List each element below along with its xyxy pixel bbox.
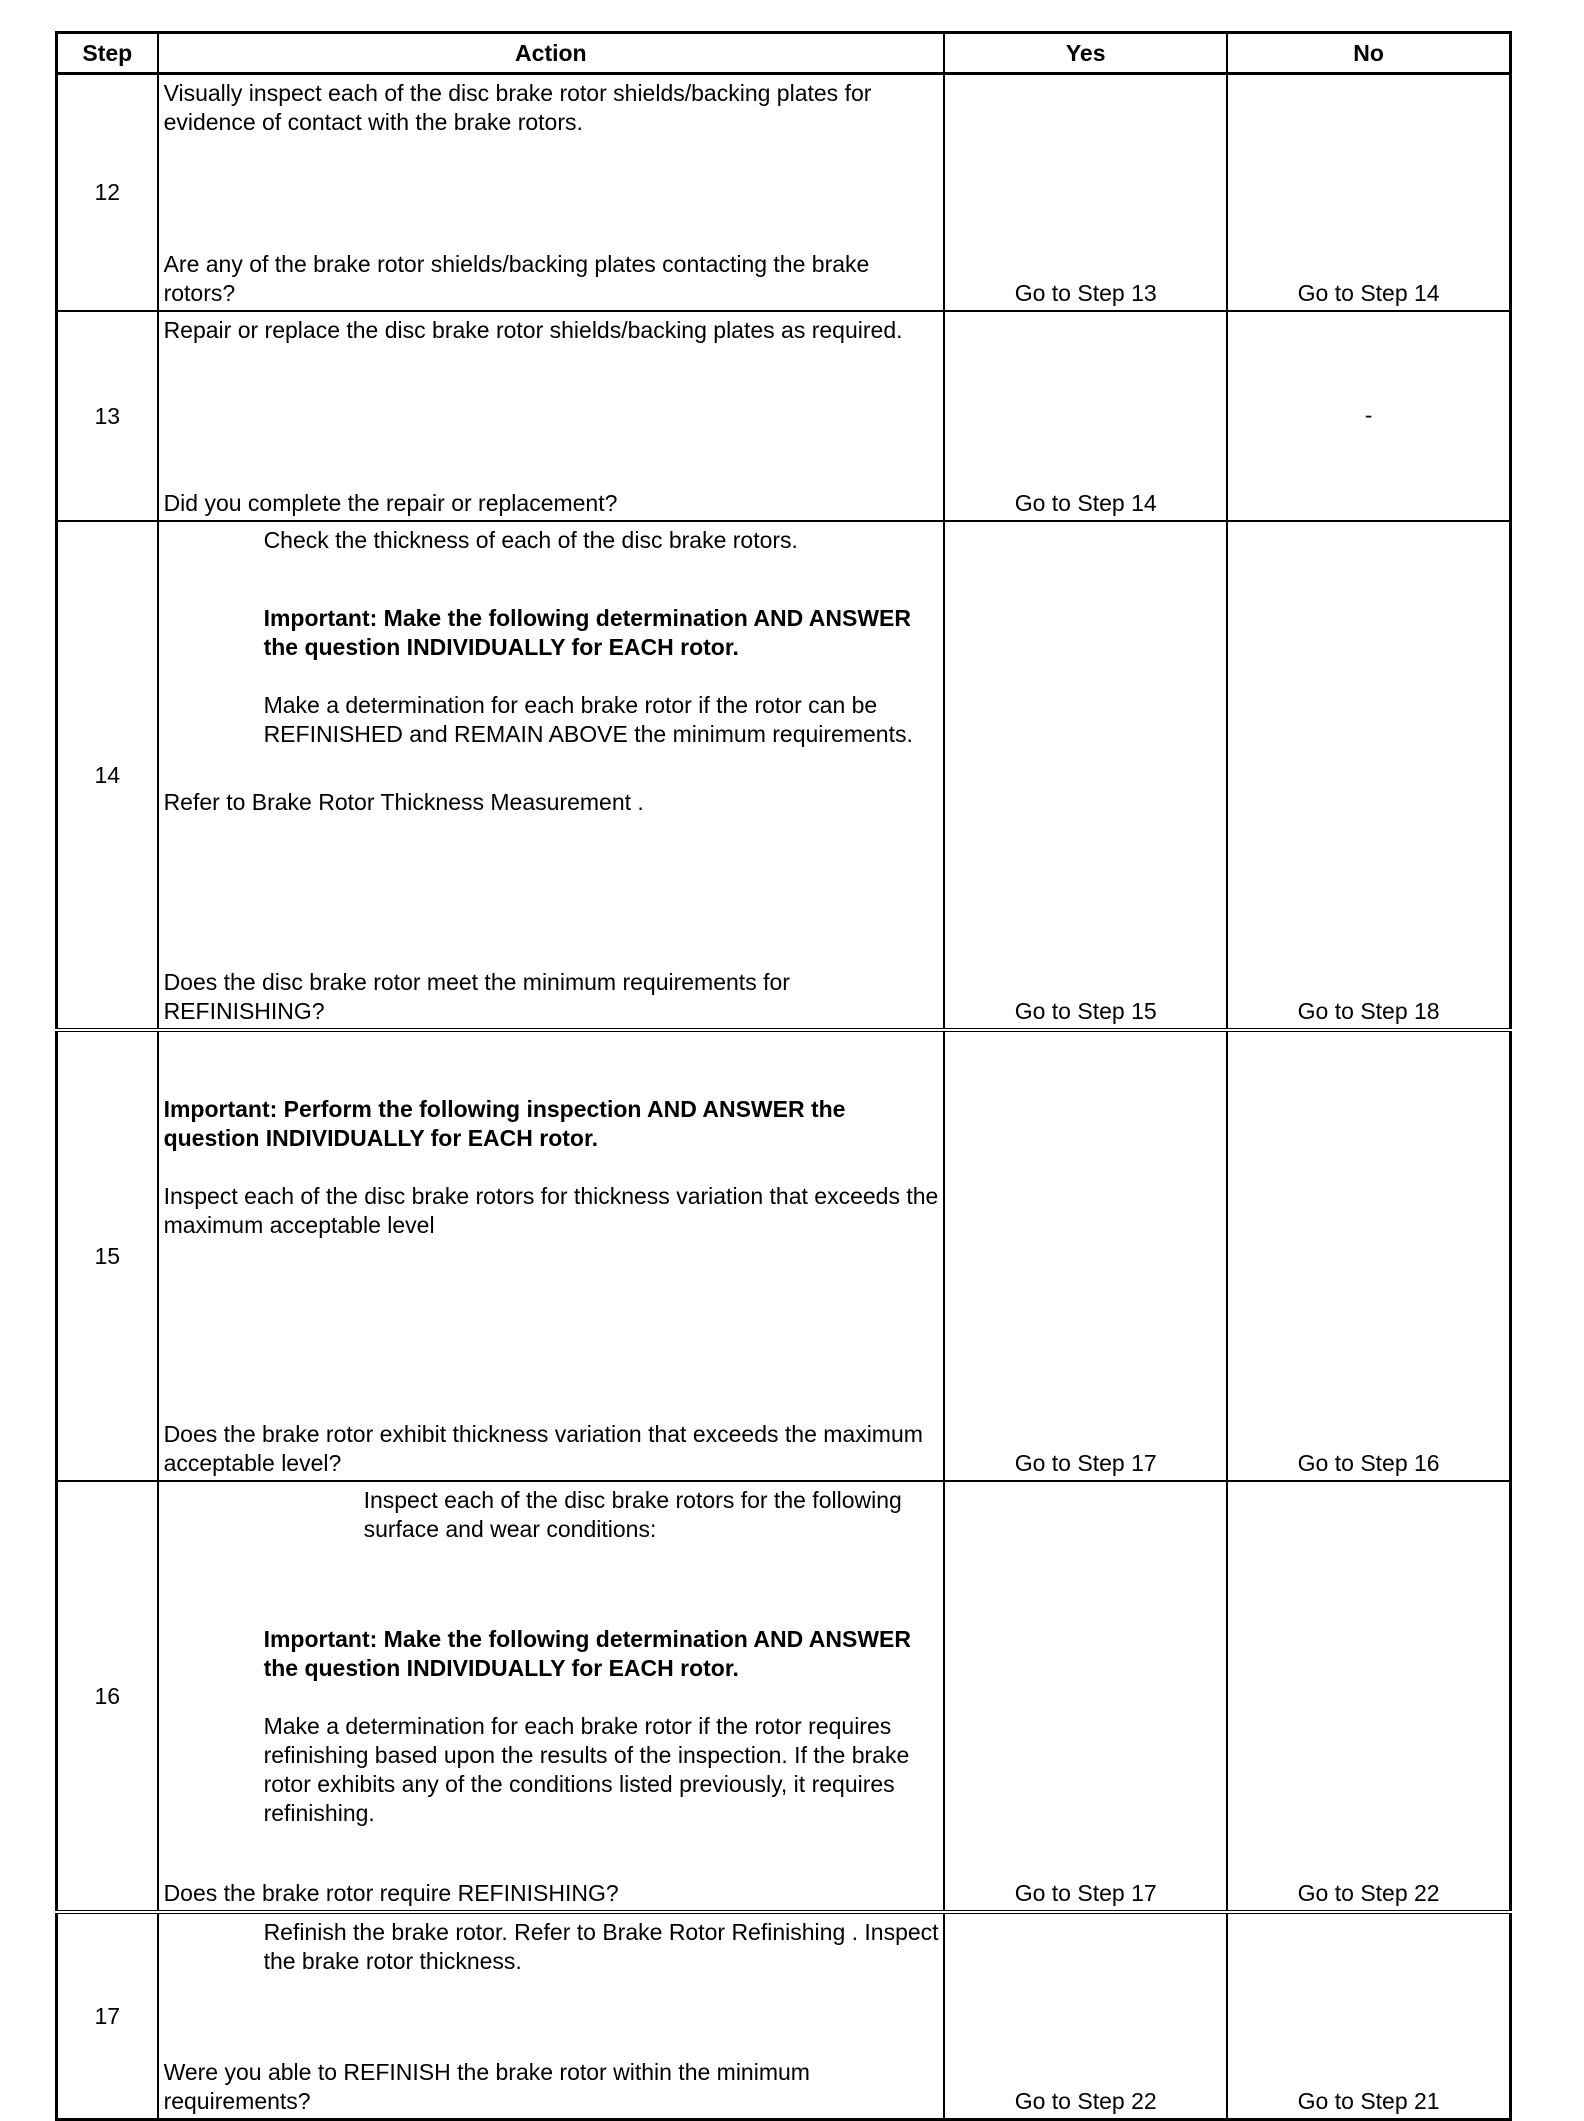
step-number: 13 [57, 311, 158, 521]
step-number: 12 [57, 74, 158, 312]
step-number: 16 [57, 1481, 158, 1912]
important-note: Important: Perform the following inspection AND ANSWER the question INDIVIDUALLY for EACH rotor. [163, 1096, 846, 1151]
diagnostic-table [55, 31, 1512, 2121]
step-number: 14 [57, 521, 158, 1030]
action-cell [158, 1912, 945, 2120]
step-number: 15 [57, 1030, 158, 1481]
no-cell: - [1227, 311, 1510, 521]
header-yes: Yes [944, 33, 1227, 74]
no-cell: Go to Step 22 [1227, 1481, 1510, 1912]
action-text: Inspect each of the disc brake rotors for the following surface and wear conditions: [363, 1487, 902, 1542]
header-row [57, 33, 1511, 74]
determination-text: Make a determination for each brake rotor if the rotor requires refinishing based upon the results of the inspection. If the brake rotor exhibits any of the conditions listed previously, it requires refinishing. [263, 1713, 910, 1826]
header-step: Step [57, 33, 158, 74]
no-cell: Go to Step 16 [1227, 1030, 1510, 1481]
action-cell [158, 311, 945, 521]
action-text: Repair or replace the disc brake rotor shields/backing plates as required. [163, 317, 903, 343]
question-text: Does the brake rotor require REFINISHING? [163, 1880, 619, 1906]
header-no: No [1227, 33, 1510, 74]
question-text: Are any of the brake rotor shields/backing plates contacting the brake rotors? [163, 251, 870, 306]
no-cell: Go to Step 14 [1227, 74, 1510, 312]
determination-text: Make a determination for each brake rotor if the rotor can be REFINISHED and REMAIN ABOVE the minimum requirements. [263, 692, 913, 747]
yes-cell: Go to Step 13 [944, 74, 1227, 312]
no-cell: Go to Step 21 [1227, 1912, 1510, 2120]
table-row-step-13 [57, 311, 1511, 521]
header-action: Action [158, 33, 945, 74]
step-number: 17 [57, 1912, 158, 2120]
inspect-text: Inspect each of the disc brake rotors for thickness variation that exceeds the maximum acceptable level [163, 1183, 939, 1238]
table-row-step-12 [57, 74, 1511, 312]
table-row-step-14 [57, 521, 1511, 1030]
question-text: Does the brake rotor exhibit thickness variation that exceeds the maximum acceptable level? [163, 1421, 923, 1476]
important-note: Important: Make the following determination AND ANSWER the question INDIVIDUALLY for EACH rotor. [263, 1626, 911, 1681]
table-row-step-15 [57, 1030, 1511, 1481]
yes-cell: Go to Step 15 [944, 521, 1227, 1030]
action-cell [158, 1030, 945, 1481]
no-cell: Go to Step 18 [1227, 521, 1510, 1030]
important-note: Important: Make the following determination AND ANSWER the question INDIVIDUALLY for EACH rotor. [263, 605, 911, 660]
action-text: Check the thickness of each of the disc brake rotors. [263, 527, 798, 553]
yes-cell: Go to Step 17 [944, 1030, 1227, 1481]
action-cell [158, 521, 945, 1030]
action-text: Visually inspect each of the disc brake rotor shields/backing plates for evidence of contact with the brake rotors. [163, 80, 872, 135]
action-text: Refinish the brake rotor. Refer to Brake Rotor Refinishing . Inspect the brake rotor thickness. [263, 1919, 939, 1974]
refer-link-text: Refer to Brake Rotor Thickness Measurement . [163, 789, 644, 815]
question-text: Does the disc brake rotor meet the minimum requirements for REFINISHING? [163, 969, 790, 1024]
question-text: Did you complete the repair or replacement? [163, 490, 618, 516]
yes-cell: Go to Step 22 [944, 1912, 1227, 2120]
yes-cell: Go to Step 17 [944, 1481, 1227, 1912]
action-cell [158, 1481, 945, 1912]
table-row-step-16 [57, 1481, 1511, 1912]
table-row-step-17 [57, 1912, 1511, 2120]
yes-cell: Go to Step 14 [944, 311, 1227, 521]
action-cell [158, 74, 945, 312]
question-text: Were you able to REFINISH the brake rotor within the minimum requirements? [163, 2059, 810, 2114]
